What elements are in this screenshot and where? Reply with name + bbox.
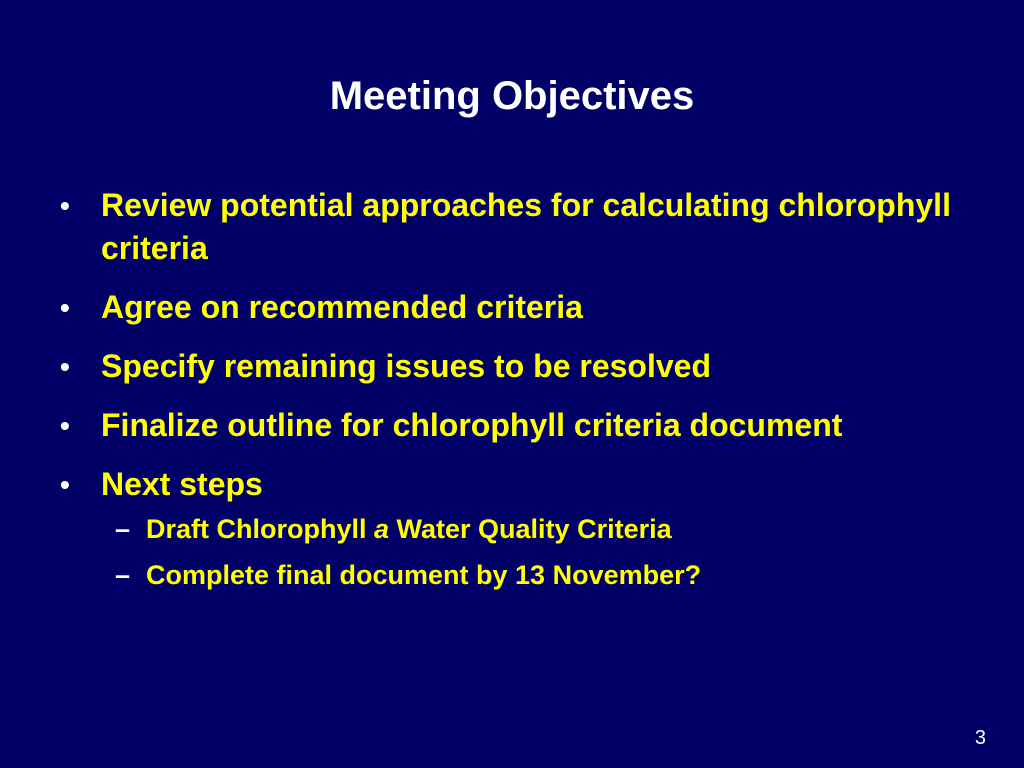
bullet-marker: • [60, 292, 70, 323]
slide-title: Meeting Objectives [329, 74, 695, 118]
bullet-text: Specify remaining issues to be resolved [101, 348, 711, 384]
dash-marker: – [115, 560, 131, 590]
bullet-marker: • [60, 351, 70, 382]
bullet-item-5 [60, 463, 980, 598]
bullet-item-4 [60, 404, 980, 447]
sub-bullet-list [101, 506, 980, 598]
bullet-text: Finalize outline for chlorophyll criteria document [101, 407, 843, 443]
bullet-text: Next steps [101, 466, 263, 502]
bullet-text: Review potential approaches for calculating chlorophyll criteria [101, 187, 951, 266]
bullet-item-1 [60, 184, 980, 270]
sub-bullet-item-1 [101, 506, 980, 552]
sub-bullet-text: Complete final document by 13 November? [146, 560, 702, 590]
bullet-list [60, 184, 980, 614]
bullet-item-3 [60, 345, 980, 388]
sub-bullet-italic: a [374, 514, 390, 544]
bullet-marker: • [60, 190, 70, 221]
bullet-item-2 [60, 286, 980, 329]
bullet-marker: • [60, 469, 70, 500]
bullet-marker: • [60, 410, 70, 441]
sub-bullet-item-2 [101, 552, 980, 598]
dash-marker: – [115, 514, 131, 544]
bullet-text: Agree on recommended criteria [101, 289, 583, 325]
page-number: 3 [974, 727, 986, 749]
sub-bullet-text-before: Draft Chlorophyll [146, 514, 374, 544]
sub-bullet-text-after: Water Quality Criteria [389, 514, 672, 544]
